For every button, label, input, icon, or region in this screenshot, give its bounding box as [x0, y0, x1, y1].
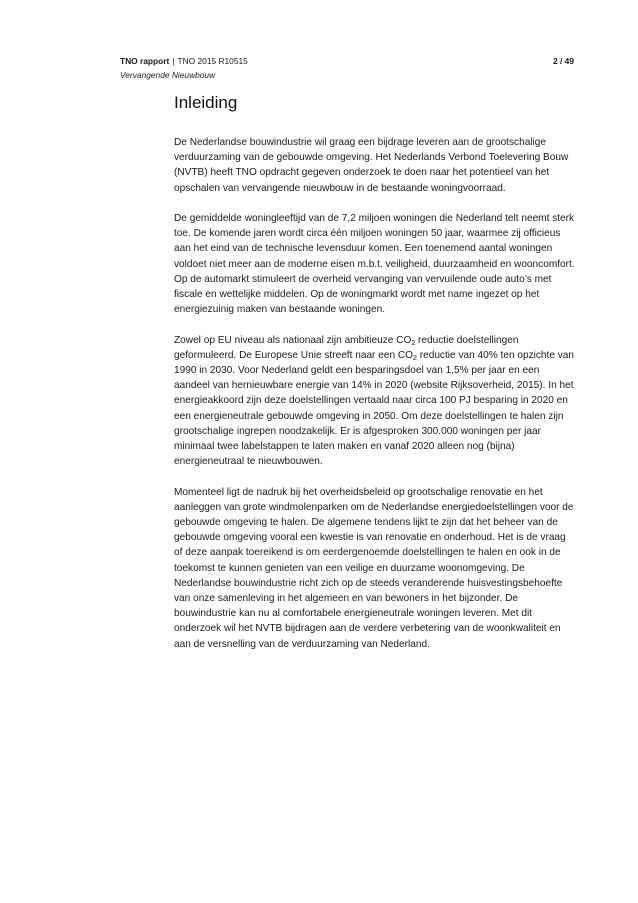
- report-reference: [120, 54, 248, 68]
- section-heading: Inleiding: [174, 93, 238, 112]
- report-id: TNO 2015 R10515: [177, 56, 248, 66]
- header-separator: |: [172, 56, 175, 66]
- page-header: [120, 54, 574, 82]
- co2-text-2: reductie doelstellingen geformuleerd. De Europese Unie streeft naar een CO: [174, 334, 519, 361]
- co2-subscript-2: 2: [413, 354, 417, 362]
- document-subtitle: Vervangende Nieuwbouw: [120, 70, 216, 80]
- co2-subscript-1: 2: [411, 339, 416, 347]
- paragraph-housing-age: De gemiddelde woningleeftijd van de 7,2 miljoen woningen die Nederland telt neemt sterk toe. De komende jaren wordt circa één miljoen woningen 50 jaar, waarmee zij officieus aan het eind van de technische levensduur komen. Een toenemend aantal woningen voldoet niet meer aan de moderne eisen m.b.t. veiligheid, duurzaamheid en wooncomfort. Op de automarkt stimuleert de overheid vervanging van vervuilende oude auto’s met fiscale en wettelijke middelen. Op de woningmarkt wordt met name ingezet op het energiezuinig maken van bestaande woningen.: [174, 213, 575, 316]
- paragraph-intro: De Nederlandse bouwindustrie wil graag een bijdrage leveren aan de grootschalige verduurzaming van de gebouwde omgeving. Het Nederlands Verbond Toelevering Bouw (NVTB) heeft TNO opdracht gegeven onderzoek te doen naar het potentieel van het opschalen van vervangende nieuwbouw in de bestaande woningvoorraad.: [174, 137, 569, 194]
- paragraph-policy: Momenteel ligt de nadruk bij het overheidsbeleid op grootschalige renovatie en het aanleggen van grote windmolenparken om de Nederlandse energiedoelstellingen voor de gebouwde omgeving te halen. De algemene tendens lijkt te zijn dat het beheer van de gebouwde omgeving vooral een kwestie is van renovatie en onderhoud. Het is de vraag of deze aanpak toereikend is om eerdergenoemde doelstellingen te halen en ook in de toekomst te kunnen genieten van een veilige en duurzame woonomgeving. De Nederlandse bouwindustrie richt zich op de steeds veranderende huisvestingsbehoefte van onze samenleving in het algemeen en van bewoners in het bijzonder. De bouwindustrie kan nu al comfortabele energieneutrale woningen leveren. Met dit onderzoek wil het NVTB bijdragen aan de verdere verbetering van de woonkwaliteit en aan de versnelling van de verduurzaming van Nederland.: [174, 486, 574, 650]
- report-brand: TNO rapport: [120, 56, 170, 66]
- main-content: [174, 91, 576, 667]
- co2-text-3: reductie van 40% ten opzichte van 1990 in 2030. Voor Nederland geldt een besparingsdoel van 1,5% per jaar en een aandeel van hernieuwbare energie van 14% in 2020 (website Rijksoverheid, 2015). In het energieakkoord zijn deze doelstellingen vertaald naar circa 100 PJ besparing in 2020 en een energieneutrale gebouwde omgeving in 2050. Om deze doelstellingen te halen zijn grootschalige ingrepen noodzakelijk. Er is afgesproken 300.000 woningen per jaar minimaal twee labelstappen te laten maken en vanaf 2020 alleen nog (bijna) energieneutraal te nieuwbouwen.: [174, 349, 575, 468]
- paragraph-co2-targets: [174, 333, 576, 470]
- page-number: 2 / 49: [553, 56, 574, 66]
- header-row: [120, 54, 574, 68]
- co2-text-1: Zowel op EU niveau als nationaal zijn ambitieuze CO: [174, 334, 412, 346]
